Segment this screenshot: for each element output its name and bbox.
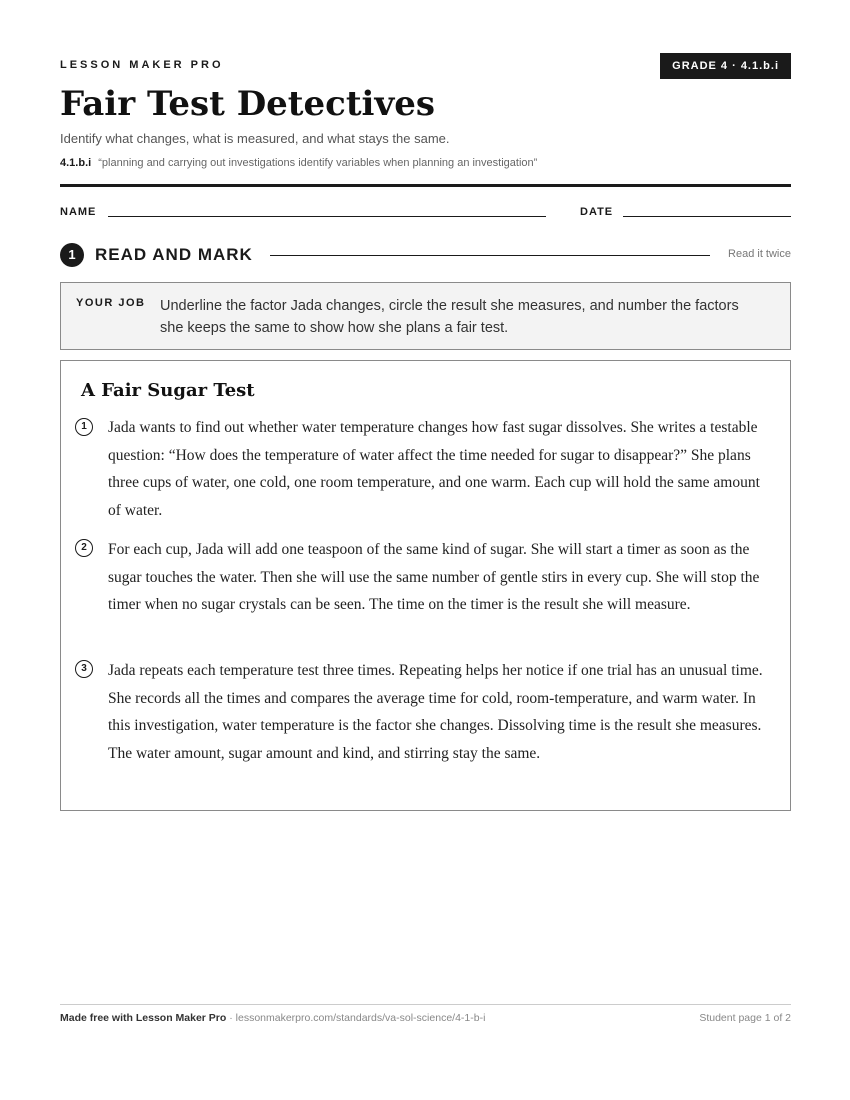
standard-line — [60, 157, 537, 169]
header-divider — [60, 184, 791, 187]
paragraph-number-1: 1 — [75, 418, 93, 436]
story-paragraph-1: Jada wants to find out whether water temperature changes how fast sugar dissolves. She writes a testable question: “How does the temperature of water affect the time needed for sugar to disappear?” She plans three cups of water, one cold, one room temperature, and one warm. Each cup will hold the same amount of water. — [108, 419, 760, 519]
your-job-text: Underline the factor Jada changes, circle the result she measures, and number the factors she keeps the same to show how she plans a fair test. — [160, 298, 739, 336]
grade-badge: GRADE 4 · 4.1.b.i — [660, 53, 791, 79]
footer-made-with: Made free with Lesson Maker Pro — [60, 1012, 227, 1024]
your-job-label: YOUR JOB — [76, 297, 146, 309]
paragraph-number-3: 3 — [75, 660, 93, 678]
footer-divider — [60, 1004, 791, 1005]
story-paragraph-2: For each cup, Jada will add one teaspoon of the same kind of sugar. She will start a timer as soon as the sugar touches the water. Then she will use the same number of gentle stirs in every cup. She will stop the timer when no sugar crystals can be seen. The time on the timer is the result she will measure. — [108, 541, 760, 613]
name-label: NAME — [60, 206, 97, 218]
name-field-line[interactable] — [108, 216, 546, 217]
section-number-badge: 1 — [60, 243, 84, 267]
brand-name: LESSON MAKER PRO — [60, 59, 224, 71]
worksheet-page — [60, 0, 791, 1100]
standard-text: “planning and carrying out investigations identify variables when planning an investigation” — [98, 157, 538, 169]
date-field-line[interactable] — [623, 216, 791, 217]
your-job-box — [60, 282, 791, 350]
section-header — [60, 243, 791, 267]
story-paragraph-3: Jada repeats each temperature test three times. Repeating helps her notice if one trial has an unusual time. She records all the times and compares the average time for cold, room-temperature, and warm water. In this investigation, water temperature is the factor she changes. Dissolving time is the result she measures. The water amount, sugar amount and kind, and stirring stay the same. — [108, 662, 763, 762]
footer-url[interactable]: · lessonmakerpro.com/standards/va-sol-science/4-1-b-i — [229, 1012, 486, 1024]
story-title: A Fair Sugar Test — [81, 380, 255, 401]
paragraph-number-2: 2 — [75, 539, 93, 557]
section-title: READ AND MARK — [95, 245, 253, 264]
date-label: DATE — [580, 206, 614, 218]
story-box — [60, 360, 791, 811]
standard-code: 4.1.b.i — [60, 157, 92, 169]
footer-page-number: Student page 1 of 2 — [699, 1012, 791, 1024]
section-note: Read it twice — [728, 248, 791, 260]
section-rule — [270, 255, 710, 256]
page-subtitle: Identify what changes, what is measured, and what stays the same. — [60, 131, 450, 146]
page-title: Fair Test Detectives — [60, 84, 435, 124]
footer-credit — [60, 1012, 485, 1024]
